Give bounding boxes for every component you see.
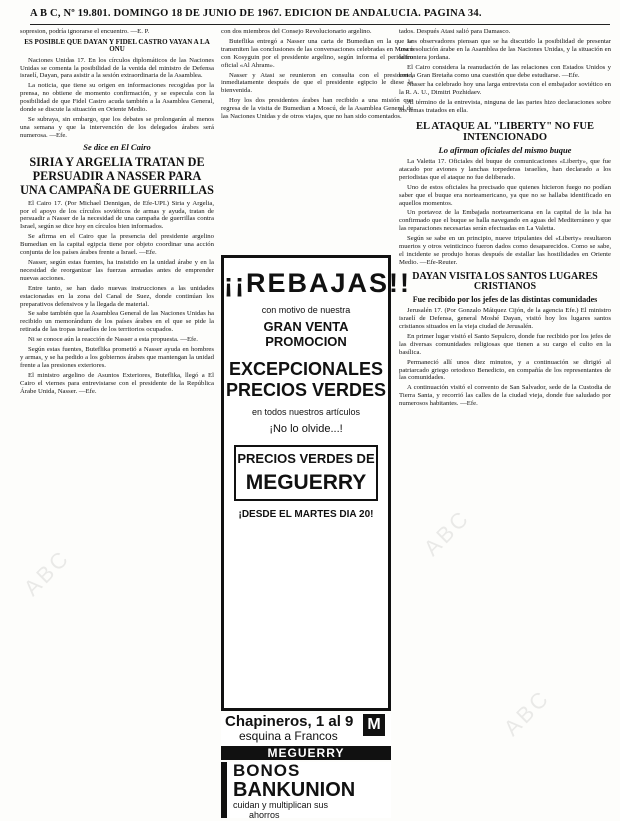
article-paragraph: El Cairo considera la reanudación de las relaciones con Estados Unidos y con la Gran Bretaña como una cuestión que debe estudiarse. —Efe. <box>399 63 611 79</box>
watermark: ABC <box>18 544 75 601</box>
article-paragraph: El Cairo 17. (Por Michael Dennigan, de Efe-UPI.) Siria y Argelia, por el apoyo de los círculos soviéticos de armas y ayuda, tratan de persuadir a Nasser de la necesidad de una campaña de guerrillas contra Israel, según se dice hoy en círculos bien informados. <box>20 199 214 231</box>
article-paragraph: La Valetta 17. Oficiales del buque de comunicaciones «Liberty», que fue atacado por aviones y lanchas torpederas israelíes, han declarado a los periodistas que el ataque no fue deliberado. <box>399 158 611 181</box>
article-paragraph: Uno de estos oficiales ha precisado que quienes hicieron fuego no podían saber que el buque era norteamericano, ya que no se hallaba identificado en aquellos momentos. <box>399 183 611 207</box>
column-middle <box>221 28 413 258</box>
headline-dayan-santos-lugares: DAYAN VISITA LOS SANTOS LUGARES CRISTIANOS <box>412 270 598 293</box>
meguerry-address-ad <box>221 714 391 758</box>
bankunion-advertisement <box>221 762 391 818</box>
article-paragraph: Se sabe también que la Asamblea General de las Naciones Unidas ha recibido un memorándum de los países árabes en el que se pide la retirada de las tropas israelíes de los territorios ocupados. <box>20 310 214 334</box>
article-paragraph: Según estas fuentes, Buteflika prometió a Nasser ayuda en hombres y armas, y se ha pedido a los gobiernos árabes que mantengan la unidad frente a las presiones exteriores. <box>20 346 214 369</box>
article-paragraph: La noticia, que tiene su origen en informaciones recogidas por la prensa, no obtiene de momento confirmación, y se especula con la posibilidad de que Fidel Castro acuda también a la Asamblea General, donde se discute la situación en Oriente Medio. <box>20 82 214 114</box>
headline-siria-argelia: SIRIA Y ARGELIA TRATAN DE PERSUADIR A NASSER PARA UNA CAMPAÑA DE GUERRILLAS <box>20 154 214 197</box>
ad-forget: ¡No lo olvide...! <box>269 423 343 435</box>
article-paragraph: Nasser, según estas fuentes, ha insistido en la unidad árabe y en la necesidad de reorganizar las fuerzas armadas antes de emprender nuevas acciones. <box>20 259 214 282</box>
article-paragraph: El ministro argelino de Asuntos Exteriores, Buteflika, llegó a El Cairo el viernes para entrevistarse con el presidente de la República Árabe Unida, Nasser. —Efe. <box>20 371 214 395</box>
rebajas-advertisement <box>221 255 411 711</box>
watermark: ABC <box>418 504 475 561</box>
ad-price-box <box>234 445 378 501</box>
headline-liberty: EL ATAQUE AL "LIBERTY" NO FUE INTENCIONADO <box>415 121 595 144</box>
ad-prices: EXCEPCIONALES PRECIOS VERDES <box>225 359 387 400</box>
article-paragraph: Nasser y Atasi se reunieron en consulta con el presidente, inmediatamente después de que el presidente egipcio le diese la bienvenida. <box>221 71 413 95</box>
ad-bankunion: BANKUNION <box>233 779 356 801</box>
headline-dayan-castro: ES POSIBLE QUE DAYAN Y FIDEL CASTRO VAYAN A LA ONU <box>24 37 210 54</box>
ad-all-items: en todos nuestros artículos <box>251 407 361 417</box>
ad-tagline: cuidan y multiplican sus <box>233 800 329 810</box>
ad-date: ¡DESDE EL MARTES DIA 20! <box>238 509 374 520</box>
article-paragraph: con dos miembros del Consejo Revolucionario argelino. <box>221 28 372 35</box>
ad-box-brand: MEGUERRY <box>245 471 367 494</box>
header-rule <box>30 24 610 25</box>
article-paragraph: Según se sabe en un principio, nueve tripulantes del «Liberty» resultaron muertos y otros veinticinco fueron dados como desaparecidos. Como se sabe, el incidente se produjo horas después de estallar las hostilidades en Oriente Medio. —Efe-Reuter. <box>399 235 611 266</box>
article-paragraph: Naciones Unidas 17. En los círculos diplomáticos de las Naciones Unidas se comenta la posibilidad de la venida del ministro de Defensa israelí, Dayan, para asistir a la sesión extraordinaria de la Asamblea. <box>20 56 214 80</box>
article-paragraph: Un portavoz de la Embajada norteamericana en la capital de la isla ha confirmado que el buque se halla navegando en aguas del Mediterráneo y que las reparaciones necesarias serán efectuadas en La Valetta. <box>399 209 611 233</box>
subhead-liberty: Lo afirman oficiales del mismo buque <box>438 145 572 156</box>
article-paragraph: En primer lugar visitó el Santo Sepulcro, donde fue recibido por los jefes de las diversas comunidades religiosas que tienen a su cargo el culto en la basílica. <box>399 332 611 356</box>
lead-fragment: sopresion, podría ignorarse el encuentro. —E. P. <box>20 28 150 35</box>
meguerry-logo: M <box>363 714 385 736</box>
running-head: A B C, Nº 19.801. DOMINGO 18 DE JUNIO DE 1967. EDICION DE ANDALUCIA. PAGINA 34. <box>30 8 482 19</box>
ad-sale-title: ¡¡REBAJAS!! <box>224 268 411 298</box>
article-paragraph: A continuación visitó el convento de San Salvador, sede de la Custodia de Tierra Santa, y recorrió las calles de la ciudad vieja, donde fue saludado por numerosos habitantes. —Efe. <box>399 384 611 408</box>
article-paragraph: Se subraya, sin embargo, que los debates se prolongarán al menos una semana y que la intervención de los delegados árabes será numerosa. —Efe. <box>20 115 214 139</box>
ad-tagline-end: ahorros <box>249 810 280 820</box>
subhead-dayan: Fue recibido por los jefes de las distintas comunidades <box>412 294 598 304</box>
ad-address-line2: esquina a Francos <box>239 729 338 743</box>
article-paragraph: Entre tanto, se han dado nuevas instrucciones a las unidades estacionadas en la zona del Canal de Suez, donde continúan los preparativos defensivos y la llegada de material. <box>20 284 214 308</box>
column-right <box>399 28 611 818</box>
ad-motive: con motivo de nuestra <box>261 305 351 315</box>
article-paragraph: Permaneció allí unos diez minutos, y a continuación se dirigió al patriarcado griego ortodoxo Benedicto, en compañía de los representantes de las comunidades. <box>399 358 611 382</box>
ad-box-title: PRECIOS VERDES DE <box>237 451 375 466</box>
ad-address-line1: Chapineros, 1 al 9 <box>225 713 354 730</box>
ad-brand-bar: MEGUERRY <box>221 746 391 760</box>
kicker-cairo: Se dice en El Cairo <box>83 141 151 152</box>
article-paragraph: Hoy los dos presidentes árabes han recibido a una misión que regresa de la visita de Bumedian a Moscú, de la Asamblea General de las Naciones Unidas y de otros viajes, que no han sido comentados. <box>221 97 413 121</box>
article-paragraph: Nasser ha celebrado hoy una larga entrevista con el embajador soviético en la R. A. U., Dimitri Pozhidaev. <box>399 81 611 97</box>
article-paragraph: Los observadores piensan que se ha discutido la posibilidad de presentar una resolución árabe en la Asamblea de las Naciones Unidas, y la situación en la frontera jordana. <box>399 37 611 61</box>
article-paragraph: Buteflika entregó a Nasser una carta de Bumedian en la que se transmiten las conclusiones de las conversaciones celebradas en Moscú con Kosyguin por el presidente argelino, según informa el periódico oficial «Al Ahram». <box>221 37 413 69</box>
article-paragraph: Se afirma en el Cairo que la presencia del presidente argelino Bumedian en la capital egipcia tiene por objeto coordinar una acción conjunta de los países árabes frente a Israel. —Efe. <box>20 233 214 257</box>
article-paragraph: Al término de la entrevista, ninguna de las partes hizo declaraciones sobre los temas tratados en ella. <box>399 99 611 115</box>
article-paragraph: tados. Después Atasi salió para Damasco. <box>399 28 511 35</box>
ad-promo: GRAN VENTA PROMOCION <box>263 319 349 349</box>
ad-bonos: BONOS <box>233 761 301 780</box>
article-paragraph: Jerusalén 17. (Por Gonzalo Máiquez Cijón, de la agencia Efe.) El ministro israelí de Defensa, general Moshé Dayan, visitó hoy los lugares santos cristianos situados en la vieja ciudad de Jerusalén. <box>399 307 611 330</box>
article-paragraph: Ni se conoce aún la reacción de Nasser a esta propuesta. —Efe. <box>28 336 198 344</box>
watermark: ABC <box>498 684 555 741</box>
column-left <box>20 28 214 818</box>
